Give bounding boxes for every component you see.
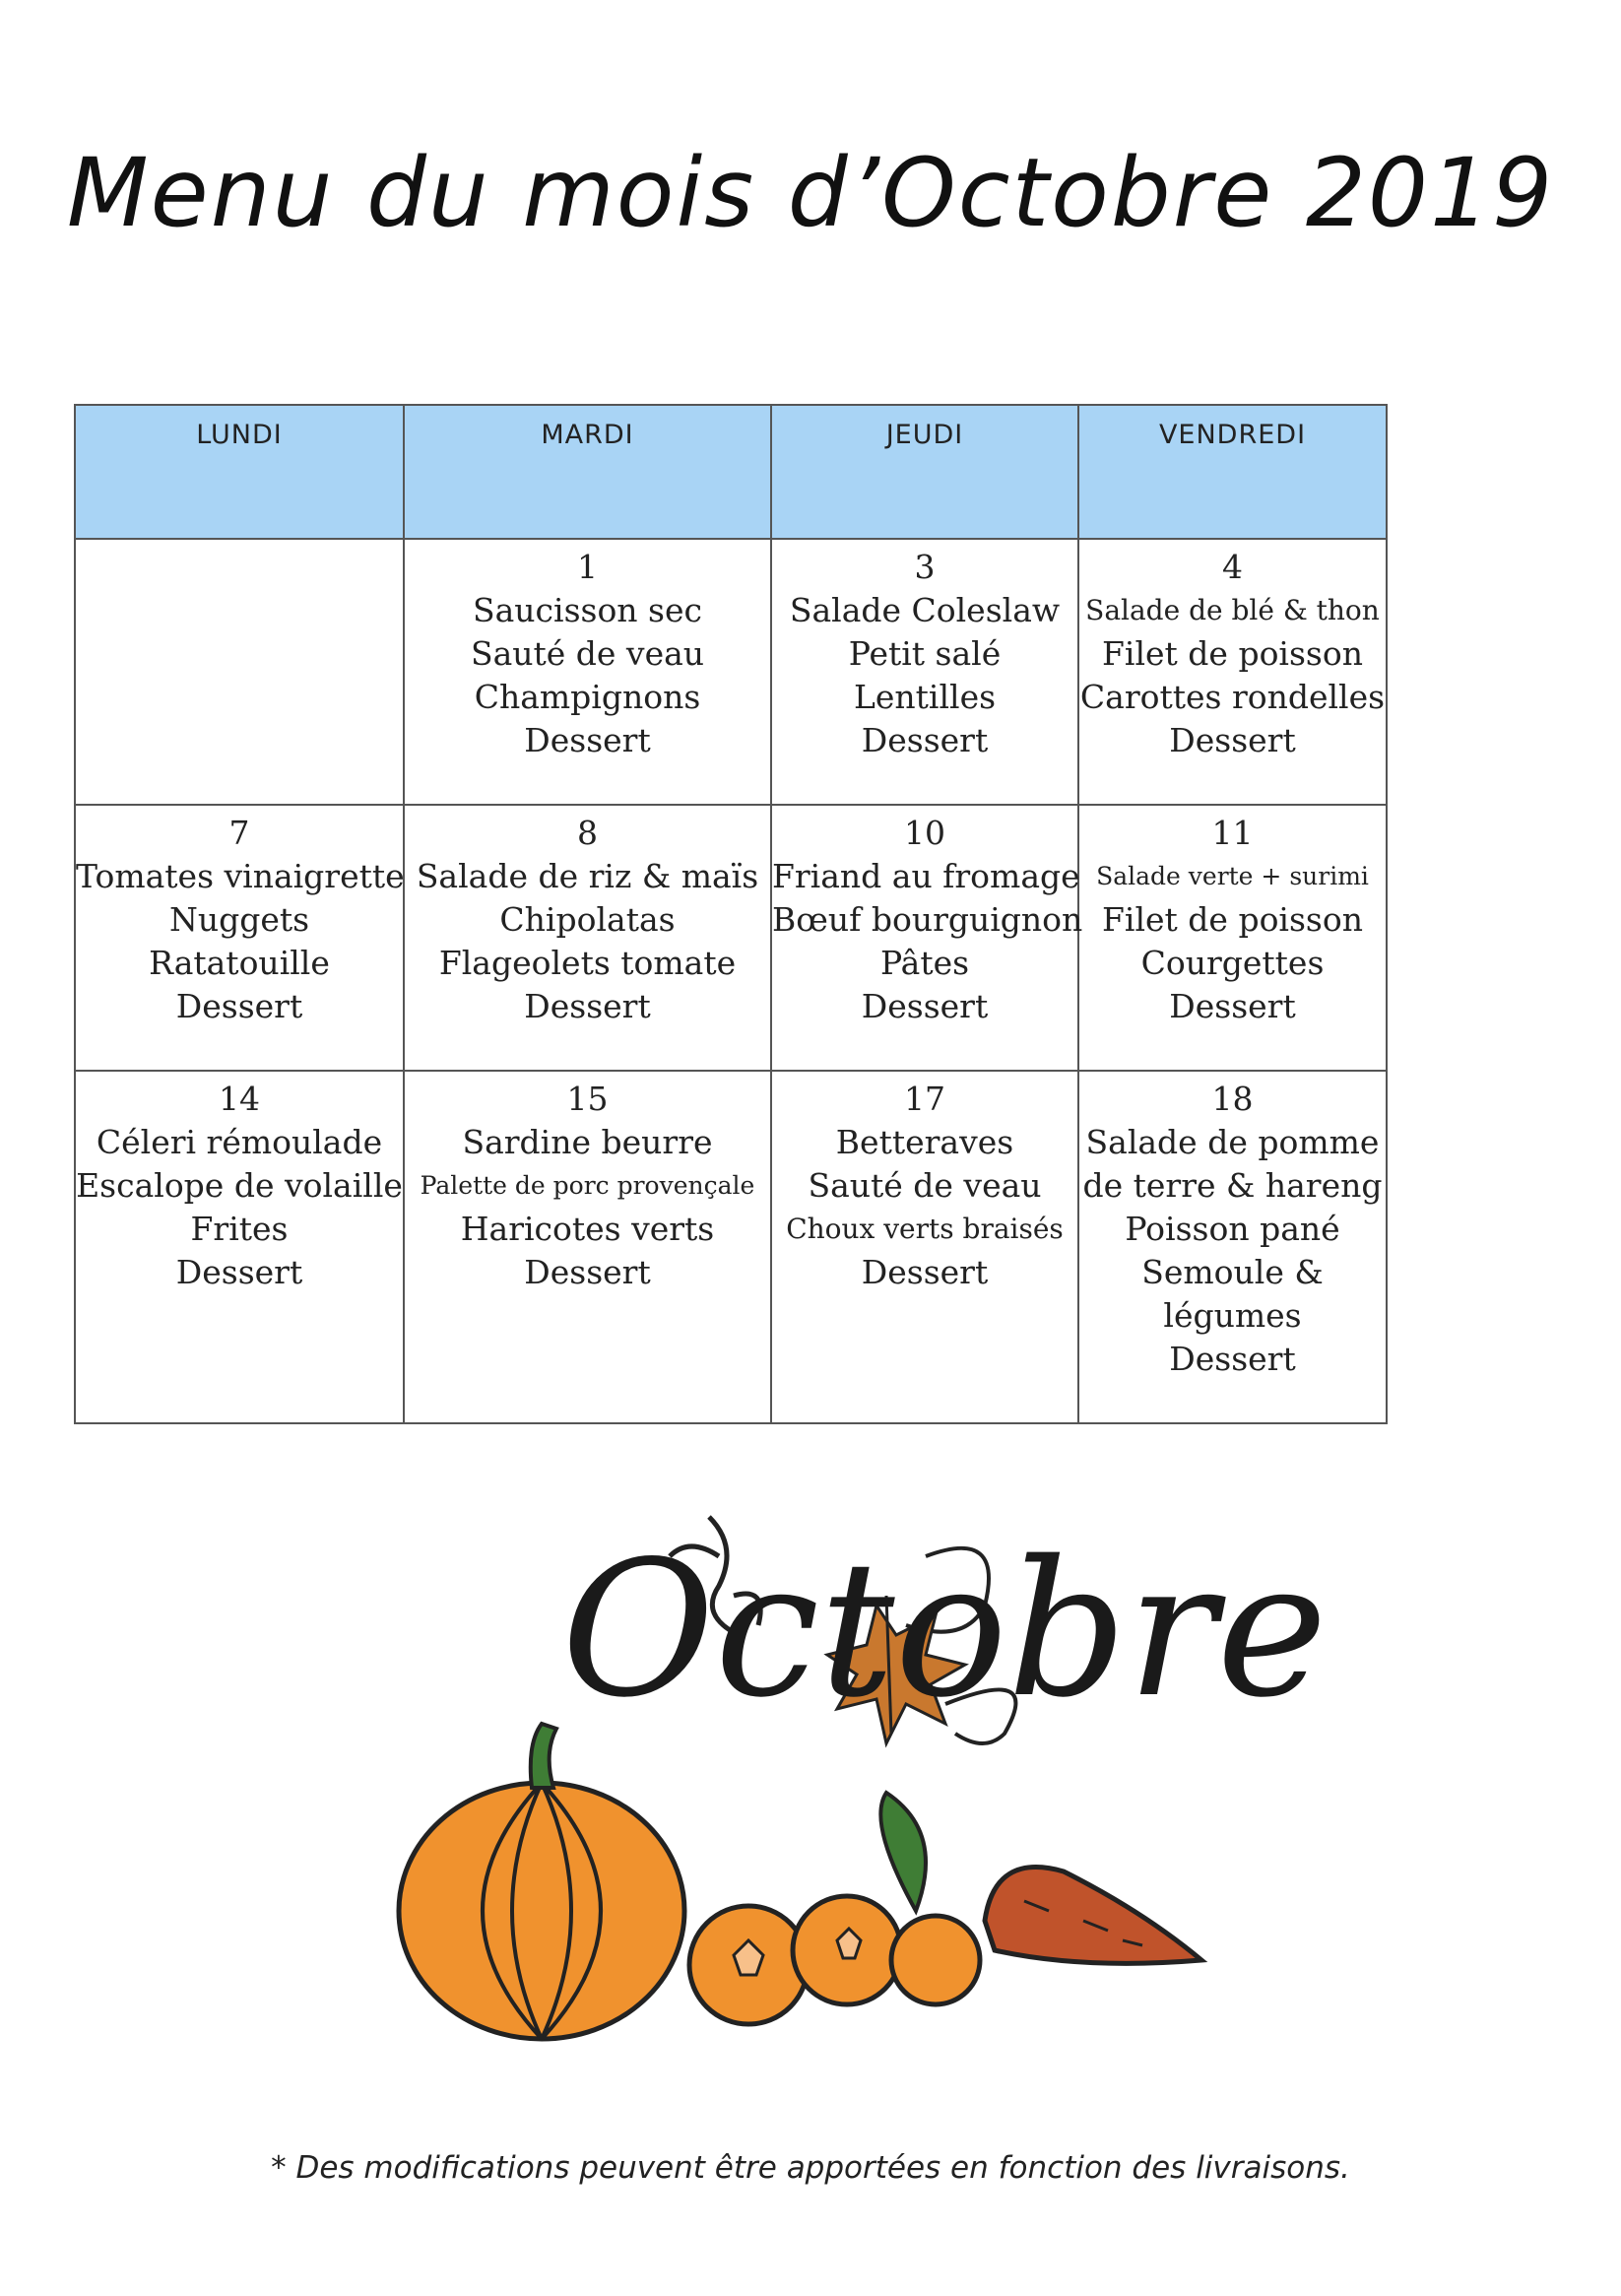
menu-item: Dessert bbox=[1169, 1340, 1296, 1378]
day-number: 3 bbox=[914, 548, 936, 586]
table-row bbox=[75, 539, 1387, 805]
leaf-icon bbox=[880, 1793, 926, 1911]
menu-cell bbox=[771, 1071, 1078, 1423]
menu-item: Dessert bbox=[1169, 987, 1296, 1025]
menu-item: Nuggets bbox=[168, 900, 310, 939]
menu-item: Saucisson sec bbox=[473, 591, 702, 629]
menu-cell bbox=[1078, 1071, 1387, 1423]
menu-item: Lentilles bbox=[853, 678, 997, 716]
menu-item: Dessert bbox=[175, 1253, 303, 1291]
octobre-lettering: Octobre bbox=[561, 1521, 1328, 1738]
menu-cell bbox=[75, 539, 404, 805]
day-number: 1 bbox=[577, 548, 598, 586]
menu-item: Filet de poisson bbox=[1102, 634, 1363, 673]
column-header-vendredi: VENDREDI bbox=[1078, 405, 1387, 539]
menu-item: Poisson pané bbox=[1125, 1210, 1340, 1248]
menu-item: Sardine beurre bbox=[462, 1123, 713, 1161]
menu-cell bbox=[771, 805, 1083, 1071]
menu-item: Friand au fromage bbox=[772, 857, 1080, 895]
menu-item: Carottes rondelles bbox=[1079, 678, 1386, 716]
column-header-jeudi: JEUDI bbox=[771, 405, 1078, 539]
menu-item: Salade verte + surimi bbox=[1096, 862, 1369, 890]
menu-item: Frites bbox=[190, 1210, 289, 1248]
menu-item: Dessert bbox=[861, 987, 989, 1025]
menu-cell bbox=[404, 805, 771, 1071]
footnote: * Des modifications peuvent être apportées en fonction des livraisons. bbox=[271, 2150, 1350, 2186]
page-title: Menu du mois d’Octobre 2019 bbox=[66, 138, 1555, 248]
column-header-lundi: LUNDI bbox=[75, 405, 404, 539]
menu-item: Sauté de veau bbox=[470, 634, 705, 673]
menu-item: Choux verts braisés bbox=[786, 1213, 1064, 1245]
day-number: 17 bbox=[904, 1080, 945, 1118]
menu-item: Dessert bbox=[175, 987, 303, 1025]
day-number: 10 bbox=[904, 814, 945, 852]
menu-item: Dessert bbox=[1169, 721, 1296, 759]
day-number: 14 bbox=[219, 1080, 260, 1118]
menu-item: Chipolatas bbox=[499, 900, 676, 939]
menu-item: Petit salé bbox=[848, 634, 1002, 673]
column-header-mardi: MARDI bbox=[404, 405, 771, 539]
menu-item: Champignons bbox=[474, 678, 701, 716]
day-number: 8 bbox=[577, 814, 598, 852]
menu-item: Dessert bbox=[524, 721, 651, 759]
day-number: 18 bbox=[1211, 1080, 1254, 1118]
menu-item: Céleri rémoulade bbox=[96, 1123, 383, 1161]
menu-item: Salade de pomme bbox=[1085, 1123, 1380, 1161]
menu-item: Salade de blé & thon bbox=[1085, 594, 1380, 626]
table-row bbox=[75, 805, 1387, 1071]
day-number: 7 bbox=[228, 814, 250, 852]
menu-item: Dessert bbox=[524, 987, 651, 1025]
menu-item: Tomates vinaigrette bbox=[76, 857, 405, 895]
menu-item: Dessert bbox=[524, 1253, 651, 1291]
menu-item: Palette de porc provençale bbox=[420, 1171, 755, 1200]
day-number: 4 bbox=[1222, 548, 1243, 586]
menu-item: Haricotes verts bbox=[460, 1210, 715, 1248]
menu-item: Dessert bbox=[861, 1253, 989, 1291]
header-row bbox=[75, 405, 1387, 539]
menu-item: légumes bbox=[1163, 1296, 1302, 1335]
menu-item: Sauté de veau bbox=[808, 1166, 1042, 1205]
menu-cell bbox=[404, 539, 771, 805]
menu-item: Salade de riz & maïs bbox=[416, 857, 759, 895]
menu-cell bbox=[771, 539, 1078, 805]
menu-item: Flageolets tomate bbox=[438, 944, 737, 982]
persimmon-icon bbox=[689, 1896, 980, 2024]
table-row bbox=[75, 1071, 1387, 1423]
menu-item: Pâtes bbox=[879, 944, 970, 982]
menu-item: Escalope de volaille bbox=[76, 1166, 403, 1205]
day-number: 11 bbox=[1211, 814, 1254, 852]
menu-cell bbox=[1078, 805, 1387, 1071]
menu-cell bbox=[1078, 539, 1387, 805]
carrot-icon bbox=[985, 1868, 1201, 1964]
menu-item: de terre & hareng bbox=[1082, 1166, 1383, 1205]
menu-item: Semoule & bbox=[1141, 1253, 1324, 1291]
menu-item: Bœuf bourguignon bbox=[772, 900, 1083, 939]
menu-item: Courgettes bbox=[1140, 944, 1325, 982]
menu-item: Ratatouille bbox=[149, 944, 330, 982]
autumn-illustration bbox=[394, 1497, 1328, 2088]
day-number: 15 bbox=[566, 1080, 609, 1118]
menu-cell bbox=[75, 805, 404, 1071]
menu-cell bbox=[75, 1071, 404, 1423]
pumpkin-icon bbox=[399, 1724, 684, 2039]
menu-cell bbox=[404, 1071, 771, 1423]
menu-item: Dessert bbox=[861, 721, 989, 759]
menu-item: Filet de poisson bbox=[1102, 900, 1363, 939]
menu-item: Salade Coleslaw bbox=[789, 591, 1061, 629]
menu-table bbox=[74, 404, 1388, 1424]
menu-item: Betteraves bbox=[835, 1123, 1014, 1161]
